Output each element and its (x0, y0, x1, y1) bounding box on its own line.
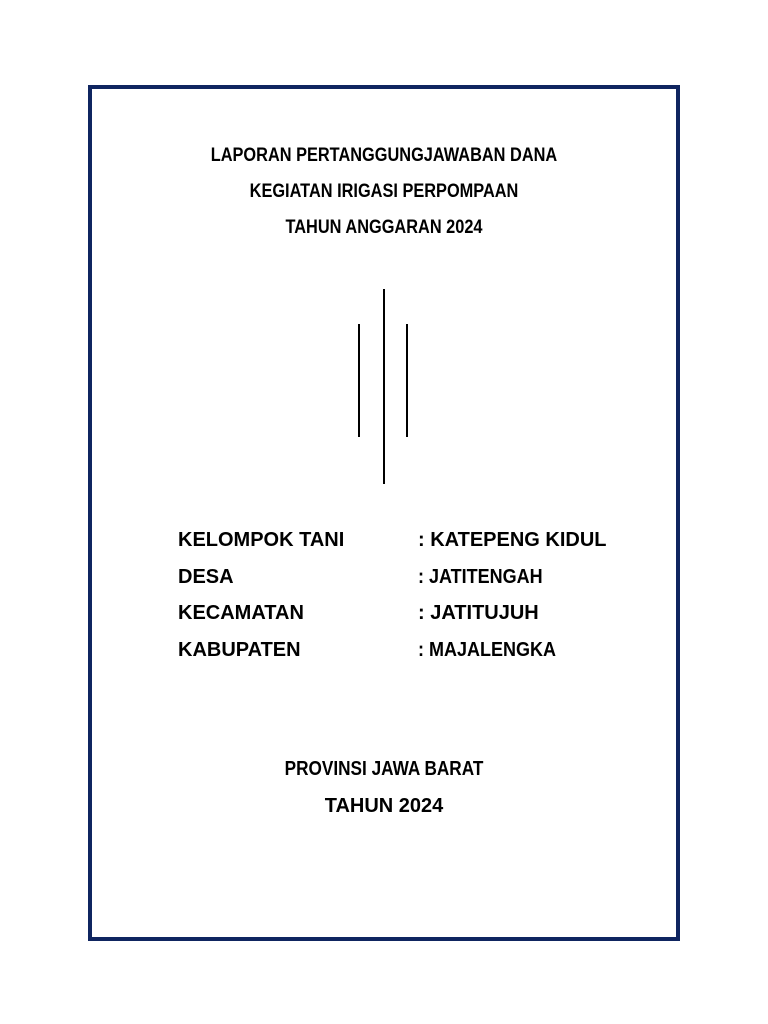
vertical-lines-ornament (357, 289, 411, 485)
footer-year: TAHUN 2024 (324, 795, 444, 817)
group-details-table (178, 524, 658, 670)
report-title (0, 142, 768, 250)
footer-block (0, 754, 768, 828)
report-title-line-2: KEGIATAN IRIGASI PERPOMPAAN (249, 181, 519, 202)
province-name: PROVINSI JAWA BARAT (284, 758, 484, 780)
detail-value-wrap (418, 561, 557, 593)
detail-row-desa (178, 561, 658, 598)
detail-value: : KATEPENG KIDUL (418, 529, 607, 551)
detail-row-kecamatan (178, 597, 658, 634)
detail-label: KELOMPOK TANI (178, 529, 345, 551)
report-title-line-1: LAPORAN PERTANGGUNGJAWABAN DANA (210, 145, 558, 166)
detail-value: : MAJALENGKA (418, 638, 557, 661)
detail-value-wrap (418, 634, 571, 666)
detail-value: : JATITENGAH (418, 565, 543, 588)
detail-row-kelompok-tani (178, 524, 658, 561)
report-title-line-3: TAHUN ANGGARAN 2024 (285, 217, 483, 238)
detail-row-kabupaten (178, 634, 658, 671)
detail-label: KABUPATEN (178, 638, 301, 661)
detail-label: KECAMATAN (178, 602, 304, 624)
detail-label: DESA (178, 565, 234, 588)
detail-value: : JATITUJUH (418, 602, 539, 624)
